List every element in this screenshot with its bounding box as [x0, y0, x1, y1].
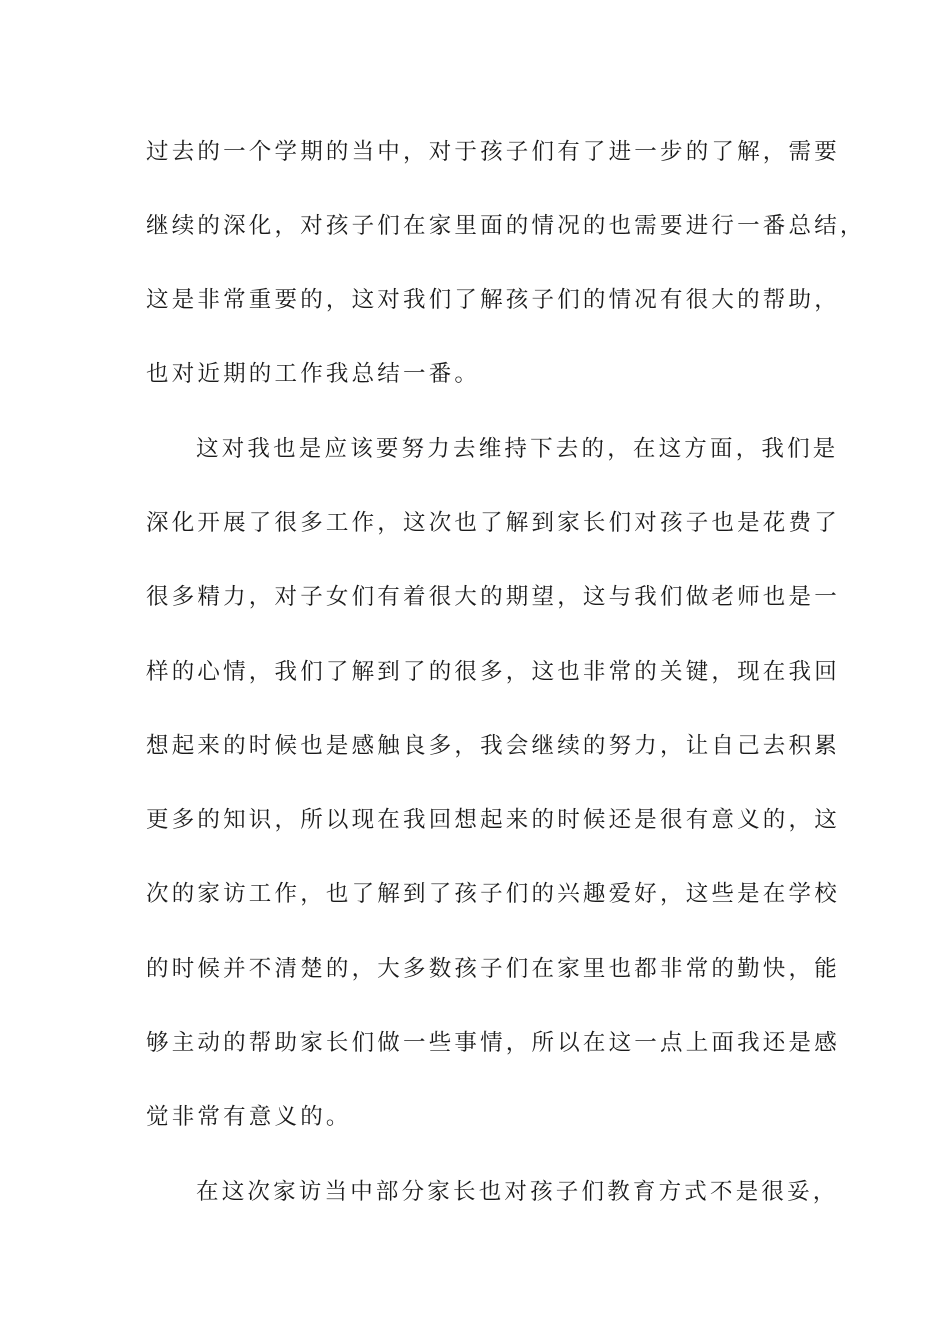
- text-line: 次的家访工作，也了解到了孩子们的兴趣爱好，这些是在学校: [146, 881, 840, 907]
- text-line: 很多精力，对子女们有着很大的期望，这与我们做老师也是一: [146, 584, 840, 610]
- text-line: 深化开展了很多工作，这次也了解到家长们对孩子也是花费了: [146, 510, 840, 536]
- text-line: 继续的深化，对孩子们在家里面的情况的也需要进行一番总结，: [146, 213, 866, 239]
- text-line: 想起来的时候也是感触良多，我会继续的努力，让自己去积累: [146, 733, 840, 759]
- text-line: 这是非常重要的，这对我们了解孩子们的情况有很大的帮助，: [146, 287, 840, 313]
- paragraph-first-line: 在这次家访当中部分家长也对孩子们教育方式不是很妥，: [196, 1179, 839, 1205]
- text-line: 够主动的帮助家长们做一些事情，所以在这一点上面我还是感: [146, 1030, 840, 1056]
- text-line: 更多的知识，所以现在我回想起来的时候还是很有意义的，这: [146, 807, 840, 833]
- text-line: 样的心情，我们了解到了的很多，这也非常的关键，现在我回: [146, 659, 840, 685]
- text-line: 的时候并不清楚的，大多数孩子们在家里也都非常的勤快，能: [146, 956, 840, 982]
- text-line: 觉非常有意义的。: [146, 1104, 352, 1130]
- text-line: 也对近期的工作我总结一番。: [146, 361, 481, 387]
- text-line: 过去的一个学期的当中，对于孩子们有了进一步的了解，需要: [146, 139, 840, 165]
- paragraph-first-line: 这对我也是应该要努力去维持下去的，在这方面，我们是: [196, 436, 839, 462]
